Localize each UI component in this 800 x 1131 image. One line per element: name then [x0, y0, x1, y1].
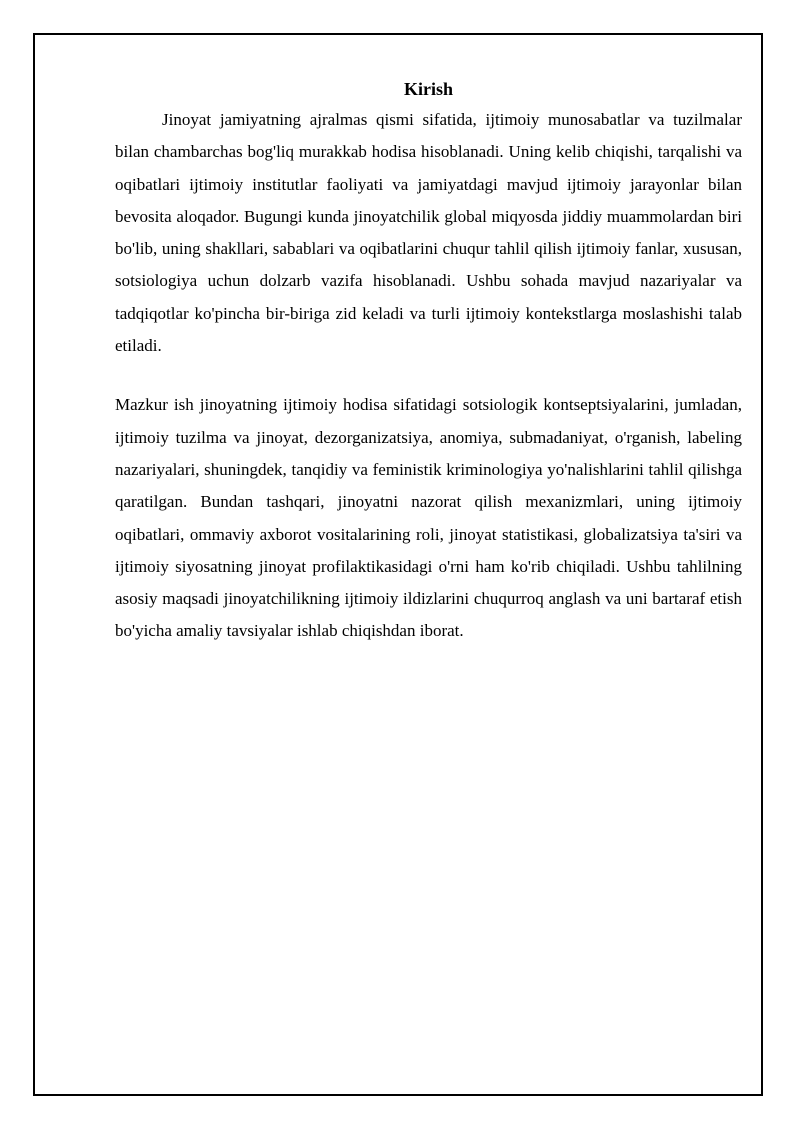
paragraph-intro: Jinoyat jamiyatning ajralmas qismi sifatida, ijtimoiy munosabatlar va tuzilmalar bilan chambarchas bog'liq murakkab hodisa hisoblanadi. Uning kelib chiqishi, tarqalishi va oqibatlari ijtimoiy institutlar faoliyati va jamiyatdagi mavjud ijtimoiy jarayonlar bilan bevosita aloqador. Bugungi kunda jinoyatchilik global miqyosda jiddiy muammolardan biri bo'lib, uning shakllari, sabablari va oqibatlarini chuqur tahlil qilish ijtimoiy fanlar, xususan, sotsiologiya uchun dolzarb vazifa hisoblanadi. Ushbu sohada mavjud nazariyalar va tadqiqotlar ko'pincha bir-biriga zid keladi va turli ijtimoiy kontekstlarga moslashishi talab etiladi.: [115, 110, 742, 356]
paragraph-scope: Mazkur ish jinoyatning ijtimoiy hodisa sifatidagi sotsiologik kontseptsiyalarini, jumladan, ijtimoiy tuzilma va jinoyat, dezorganizatsiya, anomiya, submadaniyat, o'rganish, labeling nazariyalari, shuningdek, tanqidiy va feministik kriminologiya yo'nalishlarini tahlil qilishga qaratilgan. Bundan tashqari, jinoyatni nazorat qilish mexanizmlari, uning ijtimoiy oqibatlari, ommaviy axborot vositalarining roli, jinoyat statistikasi, globalizatsiya ta'siri va ijtimoiy siyosatning jinoyat profilaktikasidagi o'rni ham ko'rib chiqiladi. Ushbu tahlilning asosiy maqsadi jinoyatchilikning ijtimoiy ildizlarini chuqurroq anglash va uni bartaraf etish bo'yicha amaliy tavsiyalar ishlab chiqishdan iborat.: [115, 395, 742, 641]
page-title: Kirish: [403, 79, 453, 99]
paragraph-spacer: [115, 362, 742, 389]
document-body: [115, 74, 742, 648]
